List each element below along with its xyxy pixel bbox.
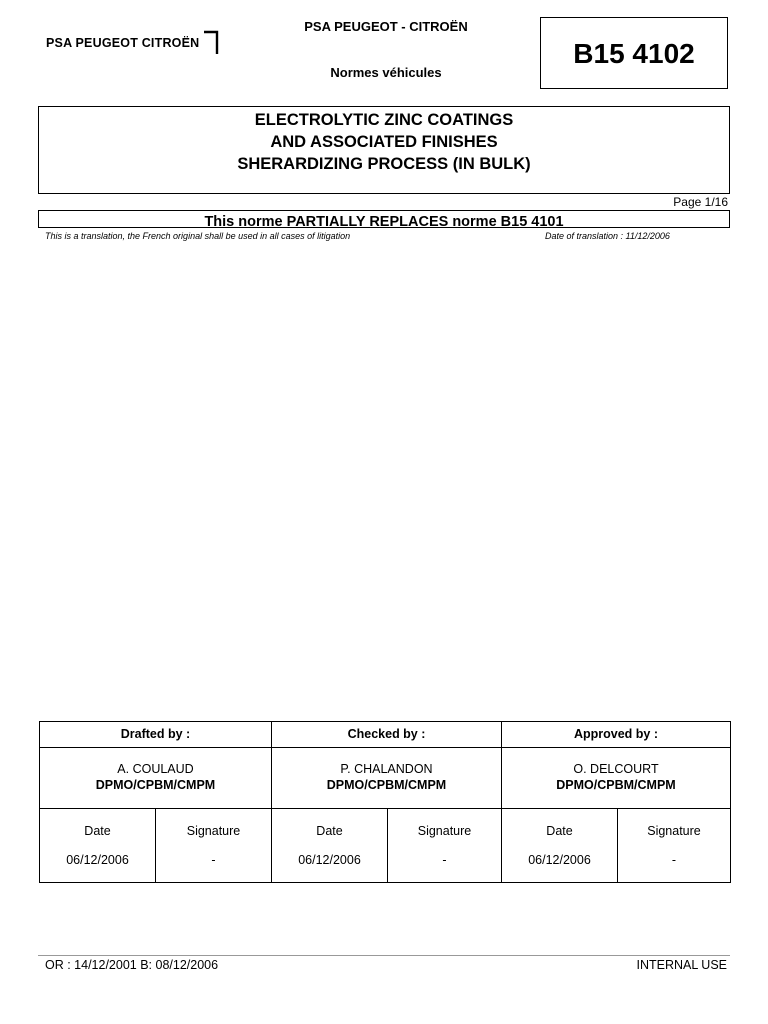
approver-dept: DPMO/CPBM/CMPM	[556, 778, 676, 792]
drafter-cell	[40, 747, 271, 808]
page-number: Page 1/16	[673, 195, 728, 209]
approver-signature: -	[671, 853, 677, 867]
approval-table	[39, 721, 731, 883]
date-label: Date	[84, 824, 111, 838]
drafted-by-header: Drafted by :	[120, 727, 191, 741]
checker-name: P. CHALANDON	[340, 762, 433, 776]
approver-signature-cell	[617, 808, 730, 882]
translation-date: Date of translation : 11/12/2006	[545, 231, 670, 241]
checker-date: 06/12/2006	[298, 853, 361, 867]
signature-label: Signature	[647, 824, 701, 838]
checker-signature: -	[442, 853, 447, 867]
approver-name: O. DELCOURT	[573, 762, 659, 776]
signature-label: Signature	[186, 824, 241, 838]
drafter-signature: -	[211, 853, 216, 867]
approval-signature-row	[40, 808, 730, 882]
footer-divider	[38, 955, 730, 956]
translation-note: This is a translation, the French original shall be used in all cases of litigation	[45, 231, 351, 241]
document-category: Normes véhicules	[330, 65, 442, 80]
drafter-date: 06/12/2006	[66, 853, 129, 867]
approver-cell	[501, 747, 730, 808]
checker-date-signature	[271, 808, 501, 882]
logo-bracket-icon	[46, 30, 222, 56]
checked-by-header: Checked by :	[271, 722, 501, 747]
approved-by-header: Approved by :	[501, 722, 730, 747]
logo-text: PSA PEUGEOT CITROËN	[46, 36, 200, 50]
title-line-2: AND ASSOCIATED FINISHES	[270, 133, 498, 151]
document-number: B15 4102	[573, 38, 695, 69]
title-box	[38, 106, 730, 194]
company-name: PSA PEUGEOT - CITROËN	[304, 19, 468, 34]
date-label: Date	[546, 824, 573, 838]
classification-label: INTERNAL USE	[636, 958, 727, 972]
checker-date-cell	[272, 808, 387, 882]
drafter-date-signature	[40, 808, 271, 882]
drafter-date-cell	[40, 808, 155, 882]
drafter-name: A. COULAUD	[117, 762, 194, 776]
date-label: Date	[316, 824, 343, 838]
replaces-box	[38, 210, 730, 228]
document-number-box	[540, 17, 728, 89]
drafter-signature-cell	[155, 808, 271, 882]
checker-signature-cell	[387, 808, 501, 882]
drafter-dept: DPMO/CPBM/CMPM	[95, 778, 216, 792]
signature-label: Signature	[417, 824, 472, 838]
approver-date-cell	[502, 808, 617, 882]
checker-dept: DPMO/CPBM/CMPM	[326, 778, 447, 792]
approver-date: 06/12/2006	[528, 853, 591, 867]
title-line-3: SHERARDIZING PROCESS (IN BULK)	[237, 155, 531, 173]
title-line-1: ELECTROLYTIC ZINC COATINGS	[254, 111, 514, 129]
approver-date-signature	[501, 808, 730, 882]
approval-name-row	[40, 747, 730, 809]
checker-cell	[271, 747, 501, 808]
company-logo	[46, 30, 222, 56]
revision-history: OR : 14/12/2001 B: 08/12/2006	[45, 958, 219, 972]
approval-header-row	[40, 722, 730, 748]
replaces-note: This norme PARTIALLY REPLACES norme B15 4101	[204, 214, 564, 228]
